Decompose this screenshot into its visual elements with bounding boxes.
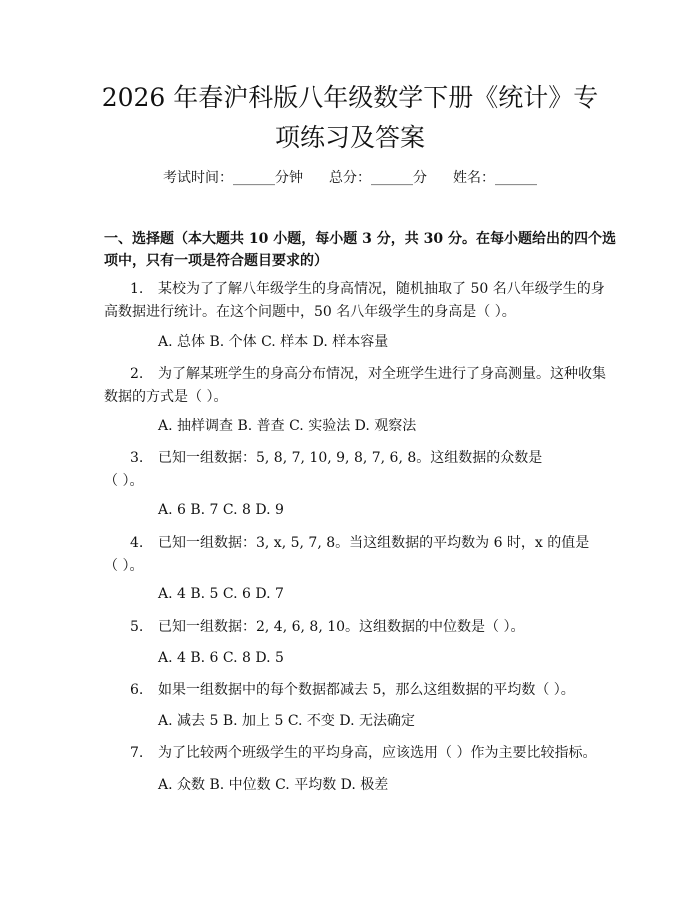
- question-4: [104, 532, 604, 578]
- question-3: [104, 447, 604, 493]
- question-text: 已知一组数据：3, x, 5, 7, 8。当这组数据的平均数为 6 时，x 的值是: [158, 535, 590, 551]
- question-2-options: A. 抽样调查 B. 普查 C. 实验法 D. 观察法: [158, 418, 417, 434]
- question-number: 7.: [130, 745, 144, 761]
- question-number: 3.: [130, 450, 144, 466]
- question-7: [104, 742, 604, 765]
- page-title: [60, 78, 640, 158]
- question-text-cont: 数据的方式是（ ）。: [104, 389, 228, 405]
- question-text: 如果一组数据中的每个数据都减去 5，那么这组数据的平均数（ ）。: [158, 682, 575, 698]
- question-text-cont: （ ）。: [104, 558, 144, 574]
- title-line-1: 2026 年春沪科版八年级数学下册《统计》专: [101, 83, 599, 112]
- student-name: 姓名：______: [453, 170, 537, 186]
- question-number: 6.: [130, 682, 144, 698]
- total-score: 总分：______分: [329, 170, 427, 186]
- question-text: 已知一组数据：5, 8, 7, 10, 9, 8, 7, 6, 8。这组数据的众数是: [158, 450, 543, 466]
- question-6: [104, 679, 604, 702]
- question-1-options: A. 总体 B. 个体 C. 样本 D. 样本容量: [158, 334, 389, 350]
- question-text: 已知一组数据：2, 4, 6, 8, 10。这组数据的中位数是（ ）。: [158, 619, 525, 635]
- question-number: 5.: [130, 619, 144, 635]
- title-line-2: 项练习及答案: [274, 123, 425, 152]
- section-line-2: 项中，只有一项是符合题目要求的）: [104, 253, 328, 269]
- question-number: 2.: [130, 366, 144, 382]
- question-5-options: A. 4 B. 6 C. 8 D. 5: [158, 650, 284, 666]
- exam-info: [0, 168, 700, 188]
- exam-time: 考试时间：______分钟: [163, 170, 303, 186]
- question-3-options: A. 6 B. 7 C. 8 D. 9: [158, 502, 284, 518]
- question-text-cont: 高数据进行统计。在这个问题中，50 名八年级学生的身高是（ ）。: [104, 304, 516, 320]
- question-number: 4.: [130, 535, 144, 551]
- question-4-options: A. 4 B. 5 C. 6 D. 7: [158, 586, 284, 602]
- question-7-options: A. 众数 B. 中位数 C. 平均数 D. 极差: [158, 777, 389, 793]
- question-text-cont: （ ）。: [104, 473, 144, 489]
- section-heading: [104, 228, 616, 272]
- section-line-1: 一、选择题（本大题共 10 小题，每小题 3 分，共 30 分。在每小题给出的四个选: [104, 231, 616, 247]
- question-number: 1.: [130, 281, 144, 297]
- question-text: 某校为了了解八年级学生的身高情况，随机抽取了 50 名八年级学生的身: [158, 281, 605, 297]
- question-1: [104, 278, 604, 324]
- question-text: 为了解某班学生的身高分布情况，对全班学生进行了身高测量。这种收集: [158, 366, 606, 382]
- question-text: 为了比较两个班级学生的平均身高，应该选用（ ）作为主要比较指标。: [158, 745, 597, 761]
- question-2: [104, 363, 604, 409]
- question-6-options: A. 减去 5 B. 加上 5 C. 不变 D. 无法确定: [158, 713, 416, 729]
- question-5: [104, 616, 604, 639]
